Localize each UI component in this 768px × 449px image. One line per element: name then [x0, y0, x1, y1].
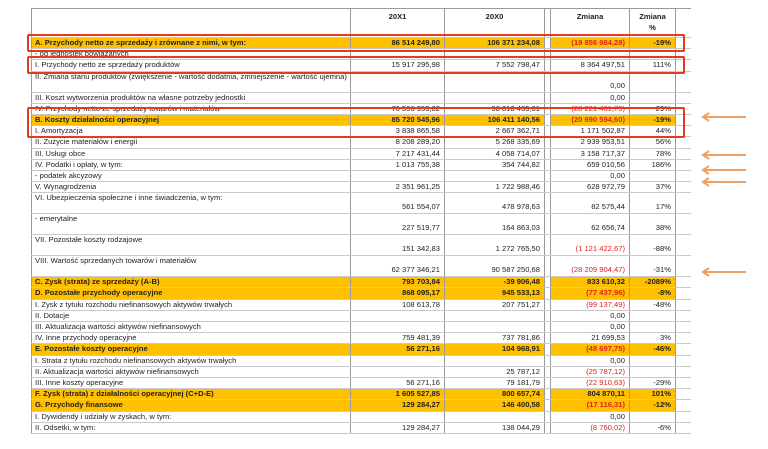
table-row: [31, 356, 691, 367]
value-change-pct: 101%: [630, 389, 676, 399]
table-row: [31, 378, 691, 389]
value-change: (8 760,02): [550, 423, 630, 433]
table-row: [31, 367, 691, 378]
value-20x0: [445, 311, 545, 321]
value-20x1: [351, 72, 445, 92]
value-20x1: 2 351 961,25: [351, 182, 445, 192]
table-row: [31, 300, 691, 311]
value-20x0: 478 978,63: [445, 193, 545, 213]
row-label: B. Koszty działalności operacyjnej: [31, 115, 351, 125]
value-20x0: [445, 356, 545, 366]
value-20x0: 354 744,82: [445, 160, 545, 170]
table-row: [31, 412, 691, 423]
table-row: [31, 193, 691, 214]
value-20x0: 1 272 765,50: [445, 235, 545, 255]
row-label: D. Pozostałe przychody operacyjne: [31, 288, 351, 298]
value-change-pct: 56%: [630, 137, 676, 147]
table-header: [31, 8, 691, 38]
value-change-pct: -2089%: [630, 277, 676, 287]
arrow-icon: [700, 267, 748, 277]
value-change-pct: [630, 171, 676, 181]
value-20x0: 25 787,12: [445, 367, 545, 377]
row-label: VI. Ubezpieczenia społeczne i inne świadczenia, w tym:: [31, 193, 351, 213]
value-change-pct: -31%: [630, 256, 676, 276]
value-change: 0,00: [550, 311, 630, 321]
value-20x1: [351, 93, 445, 103]
value-change: 62 656,74: [550, 214, 630, 234]
table-row: [31, 256, 691, 277]
row-label: IV. Przychody netto ze sprzedaży towarów i materiałów: [31, 104, 351, 114]
table-row: [31, 311, 691, 322]
value-change: (99 137,49): [550, 300, 630, 310]
row-label: F. Zysk (strata) z działalności operacyjnej (C+D-E): [31, 389, 351, 399]
value-change-pct: -8%: [630, 288, 676, 298]
arrow-icon: [700, 177, 748, 187]
value-20x1: 227 519,77: [351, 214, 445, 234]
row-label: II. Aktualizacja wartości aktywów niefinansowych: [31, 367, 351, 377]
value-20x1: 759 481,39: [351, 333, 445, 343]
value-change-pct: -29%: [630, 104, 676, 114]
value-20x1: 793 703,84: [351, 277, 445, 287]
value-20x1: [351, 311, 445, 321]
table-row: [31, 400, 691, 411]
table-row: [31, 49, 691, 60]
value-change: 833 610,32: [550, 277, 630, 287]
value-change-pct: -19%: [630, 115, 676, 125]
value-change: 82 575,44: [550, 193, 630, 213]
value-change-pct: [630, 93, 676, 103]
value-20x1: [351, 49, 445, 59]
value-change-pct: 17%: [630, 193, 676, 213]
value-change: 2 939 953,51: [550, 137, 630, 147]
value-20x0: 207 751,27: [445, 300, 545, 310]
value-20x1: 56 271,16: [351, 344, 445, 354]
table-row: [31, 126, 691, 137]
value-20x1: 85 720 545,96: [351, 115, 445, 125]
value-20x1: 151 342,83: [351, 235, 445, 255]
table-row: [31, 235, 691, 256]
value-change-pct: 111%: [630, 60, 676, 70]
value-change-pct: -6%: [630, 423, 676, 433]
table-row: [31, 214, 691, 235]
value-20x0: [445, 93, 545, 103]
value-20x0: 106 371 234,08: [445, 38, 545, 48]
value-20x0: 800 657,74: [445, 389, 545, 399]
table-row: [31, 72, 691, 93]
value-change-pct: [630, 356, 676, 366]
value-change-pct: 37%: [630, 182, 676, 192]
value-20x0: 7 552 798,47: [445, 60, 545, 70]
value-change: (19 856 984,28): [550, 38, 630, 48]
table-row: [31, 423, 691, 434]
value-20x0: 164 863,03: [445, 214, 545, 234]
value-change: 3 158 717,37: [550, 149, 630, 159]
arrow-icon: [700, 165, 748, 175]
row-label: III. Koszt wytworzenia produktów na własne potrzeby jednostki: [31, 93, 351, 103]
row-label: II. Zużycie materiałów i energii: [31, 137, 351, 147]
value-change: [550, 49, 630, 59]
value-20x1: [351, 322, 445, 332]
value-20x0: 1 722 988,46: [445, 182, 545, 192]
row-label: VIII. Wartość sprzedanych towarów i materiałów: [31, 256, 351, 276]
value-20x0: 79 181,79: [445, 378, 545, 388]
value-change: 0,00: [550, 322, 630, 332]
value-change: (28 221 481,79): [550, 104, 630, 114]
value-change-pct: 186%: [630, 160, 676, 170]
value-20x1: [351, 367, 445, 377]
value-20x0: 5 268 335,69: [445, 137, 545, 147]
value-change-pct: [630, 72, 676, 92]
value-20x0: 4 058 714,07: [445, 149, 545, 159]
value-change-pct: -48%: [630, 300, 676, 310]
value-change: (48 697,75): [550, 344, 630, 354]
value-change-pct: 44%: [630, 126, 676, 136]
row-label: I. Amortyzacja: [31, 126, 351, 136]
value-20x1: [351, 412, 445, 422]
value-20x0: 98 818 435,61: [445, 104, 545, 114]
table-row: [31, 93, 691, 104]
row-label: G. Przychody finansowe: [31, 400, 351, 410]
header-20x1: 20X1: [351, 9, 445, 37]
row-label: I. Strata z tytułu rozchodu niefinansowych aktywów trwałych: [31, 356, 351, 366]
header-label-cell: [31, 9, 351, 37]
value-change-pct: [630, 311, 676, 321]
value-change: 628 972,79: [550, 182, 630, 192]
value-20x1: 7 217 431,44: [351, 149, 445, 159]
value-change-pct: [630, 49, 676, 59]
value-20x0: [445, 72, 545, 92]
value-change: 0,00: [550, 93, 630, 103]
value-20x0: 945 533,13: [445, 288, 545, 298]
row-label: - od jednostek powiązanych: [31, 49, 351, 59]
value-20x1: 86 514 249,80: [351, 38, 445, 48]
value-change-pct: [630, 367, 676, 377]
value-20x0: 90 587 250,68: [445, 256, 545, 276]
value-change: 0,00: [550, 72, 630, 92]
arrow-icon: [700, 112, 748, 122]
value-change-pct: -12%: [630, 400, 676, 410]
row-label: II. Zmiana stanu produktów (zwiększenie - wartość dodatnia, zmniejszenie - wartość ujemna): [31, 72, 351, 92]
table-row: [31, 38, 691, 49]
value-change-pct: [630, 412, 676, 422]
value-20x1: 8 208 289,20: [351, 137, 445, 147]
value-change: (25 787,12): [550, 367, 630, 377]
table-row: [31, 160, 691, 171]
row-label: IV. Inne przychody operacyjne: [31, 333, 351, 343]
table-row: [31, 322, 691, 333]
table-row: [31, 104, 691, 115]
value-20x0: 106 411 140,56: [445, 115, 545, 125]
value-change-pct: [630, 322, 676, 332]
value-change: 8 364 497,51: [550, 60, 630, 70]
value-20x1: 3 838 865,58: [351, 126, 445, 136]
value-change: 21 699,53: [550, 333, 630, 343]
value-20x1: 70 596 953,82: [351, 104, 445, 114]
row-label: E. Pozostałe koszty operacyjne: [31, 344, 351, 354]
table-row: [31, 149, 691, 160]
value-change-pct: -46%: [630, 344, 676, 354]
row-label: A. Przychody netto ze sprzedaży i zrównane z nimi, w tym:: [31, 38, 351, 48]
arrow-icon: [700, 150, 748, 160]
value-20x1: 15 917 295,98: [351, 60, 445, 70]
table-row: [31, 137, 691, 148]
value-change: 0,00: [550, 356, 630, 366]
row-label: - emerytalne: [31, 214, 351, 234]
value-20x1: [351, 356, 445, 366]
value-change: 659 010,56: [550, 160, 630, 170]
row-label: II. Dotacje: [31, 311, 351, 321]
row-label: I. Przychody netto ze sprzedaży produktów: [31, 60, 351, 70]
row-label: III. Usługi obce: [31, 149, 351, 159]
value-change: (28 209 904,47): [550, 256, 630, 276]
value-20x1: 108 613,78: [351, 300, 445, 310]
value-20x0: 104 968,91: [445, 344, 545, 354]
value-20x0: [445, 171, 545, 181]
row-label: III. Aktualizacja wartości aktywów niefinansowych: [31, 322, 351, 332]
table-row: [31, 115, 691, 126]
value-20x0: [445, 322, 545, 332]
value-20x1: 56 271,16: [351, 378, 445, 388]
table-row: [31, 389, 691, 400]
value-20x1: 868 095,17: [351, 288, 445, 298]
value-20x1: 62 377 346,21: [351, 256, 445, 276]
row-label: III. Inne koszty operacyjne: [31, 378, 351, 388]
income-statement-table: [31, 8, 691, 434]
value-change-pct: 78%: [630, 149, 676, 159]
table-row: [31, 333, 691, 344]
value-change: 804 870,11: [550, 389, 630, 399]
value-change-pct: -29%: [630, 378, 676, 388]
value-20x0: 146 400,58: [445, 400, 545, 410]
row-label: I. Dywidendy i udziały w zyskach, w tym:: [31, 412, 351, 422]
header-zmiana-pct: Zmiana %: [630, 9, 676, 37]
value-change: 1 171 502,87: [550, 126, 630, 136]
value-20x1: 1 013 755,38: [351, 160, 445, 170]
value-change: (20 690 594,60): [550, 115, 630, 125]
value-change-pct: 3%: [630, 333, 676, 343]
value-change: (77 437,96): [550, 288, 630, 298]
value-change: (17 116,31): [550, 400, 630, 410]
value-change: (22 910,63): [550, 378, 630, 388]
table-row: [31, 171, 691, 182]
value-change-pct: -88%: [630, 235, 676, 255]
value-20x1: [351, 171, 445, 181]
row-label: II. Odsetki, w tym:: [31, 423, 351, 433]
table-row: [31, 60, 691, 71]
table-row: [31, 277, 691, 288]
row-label: I. Zysk z tytułu rozchodu niefinansowych aktywów trwałych: [31, 300, 351, 310]
row-label: IV. Podatki i opłaty, w tym:: [31, 160, 351, 170]
row-label: VII. Pozostałe koszty rodzajowe: [31, 235, 351, 255]
table-row: [31, 182, 691, 193]
row-label: C. Zysk (strata) ze sprzedaży (A-B): [31, 277, 351, 287]
value-20x0: [445, 49, 545, 59]
value-20x1: 561 554,07: [351, 193, 445, 213]
value-20x1: 1 605 527,85: [351, 389, 445, 399]
header-zmiana: Zmiana: [550, 9, 630, 37]
table-row: [31, 344, 691, 355]
value-20x1: 129 284,27: [351, 423, 445, 433]
value-20x0: [445, 412, 545, 422]
row-label: V. Wynagrodzenia: [31, 182, 351, 192]
value-20x0: 138 044,29: [445, 423, 545, 433]
table-row: [31, 288, 691, 299]
value-change-pct: 38%: [630, 214, 676, 234]
value-change: (1 121 422,67): [550, 235, 630, 255]
value-20x0: 737 781,86: [445, 333, 545, 343]
header-20x0: 20X0: [445, 9, 545, 37]
value-20x1: 129 284,27: [351, 400, 445, 410]
row-label: - podatek akcyzowy: [31, 171, 351, 181]
value-change: 0,00: [550, 412, 630, 422]
value-change-pct: -19%: [630, 38, 676, 48]
value-change: 0,00: [550, 171, 630, 181]
value-20x0: 2 667 362,71: [445, 126, 545, 136]
value-20x0: -39 906,48: [445, 277, 545, 287]
